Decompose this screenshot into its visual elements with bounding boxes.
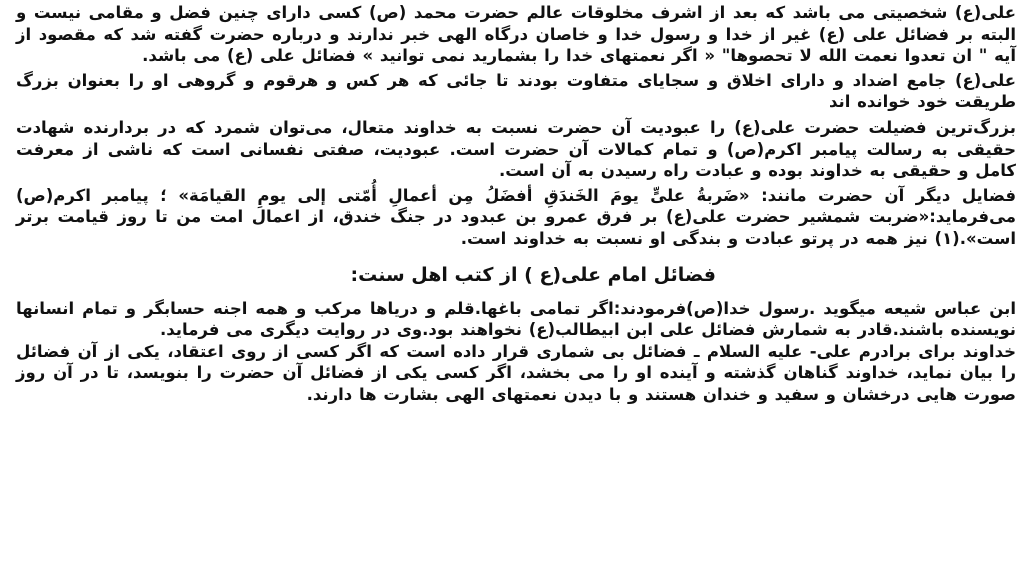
paragraph-ali-virtues-intro: علی(ع) شخصیتی می باشد که بعد از اشرف مخلوقات عالم حضرت محمد (ص) کسی دارای چنین فضل و مقامی نیست و البته بر فضائل علی (ع) غیر از خدا و رسول خدا و خاصان درگاه الهی خبر ندارند و درباره حضرت گفته شد که مقصود از آیه " ان تعدوا نعمت الله لا تحصوها" « اگر نعمتهای خدا را بشمارید نمی توانید » فضائل علی (ع) می باشد. (16, 3, 1016, 66)
paragraph-ali-unity-of-opposites: علی(ع) جامع اضداد و دارای اخلاق و سجایای متفاوت بودند تا جائی که هر کس و هرقوم و گروهی او را بعنوان بزرگ طریقت خود خوانده اند (16, 70, 1016, 112)
paragraph-other-virtues-khandaq: فضایل دیگر آن حضرت مانند: «ضَربةُ علیٍّ یومَ الخَندَقِ أفضَلُ مِن أعمالِ أُمّتی إلی یومِ القیامَة» ؛ پیامبر اکرم(ص) می‌فرماید:«ضربت شمشیر حضرت علی(ع) بر فرق عمرو بن عبدود در جنگ خندق، از اعمال امت من تا روز قیامت برتر است».(۱) نیز همه در پرتو عبادت و بندگی او نسبت به خداوند است. (16, 185, 1016, 248)
section-heading: فضائل امام علی(ع ) از کتب اهل سنت: (350, 263, 716, 286)
paragraph-countless-virtues: خداوند برای برادرم علی- علیه السلام ـ فضائل بی شماری قرار داده است که اگر کسی از روی اعتقاد، یکی از آن فضائل را بیان نماید، خداوند گناهان گذشته و آینده او را می بخشد، اگر کسی یکی از فضائل آن حضرت را بنویسد، تا در آن روز صورت هایی درخشان و سفید و خندان هستند و با دیدن نعمتهای الهی بشارت ها دارند. (16, 341, 1016, 404)
paragraph-ibn-abbas-narration: ابن عباس شیعه میگوید .رسول خدا(ص)فرمودند:اگر تمامی باغها.قلم و دریاها مرکب و همه اجنه حسابگر و تمام انسانها نویسنده باشند.قادر به شمارش فضائل علی ابن ابیطالب(ع) نخواهند بود.وی در روایت دیگری می فرماید. (16, 298, 1016, 340)
paragraph-ali-servitude: بزرگ‌ترین فضیلت حضرت علی(ع) را عبودیت آن حضرت نسبت به خداوند متعال، می‌توان شمرد که در بردارنده شهادت حقیقی به رسالت پیامبر اکرم(ص) و تمام کمالات آن حضرت است. عبودیت، صفتی نفسانی است که ناشی از معرفت کامل و حقیقی به خداوند بوده و عبادت راه رسیدن به آن است. (16, 117, 1016, 181)
